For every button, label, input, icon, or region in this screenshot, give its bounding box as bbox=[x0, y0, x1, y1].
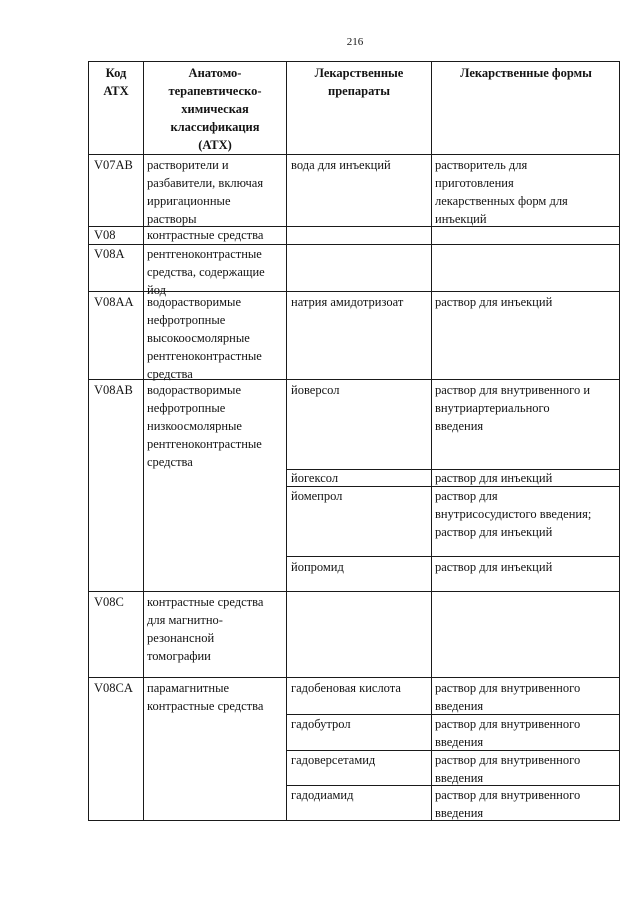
row-drug: йопромид bbox=[291, 560, 344, 574]
row-divider bbox=[89, 154, 619, 155]
row-code: V08AA bbox=[94, 295, 134, 309]
row-classification: растворители и разбавители, включая ирригационные растворы bbox=[147, 158, 264, 226]
row-form: раствор для внутрисосудистого введения; раствор для инъекций bbox=[435, 489, 592, 539]
row-form: раствор для внутривенного введения bbox=[435, 681, 581, 713]
row-code: V08A bbox=[94, 247, 125, 261]
row-form: раствор для внутривенного введения bbox=[435, 753, 581, 785]
subrow-divider bbox=[286, 556, 619, 557]
header-drugs: Лекарственные препараты bbox=[314, 66, 404, 98]
row-drug: гадобеновая кислота bbox=[291, 681, 401, 695]
atc-table bbox=[88, 61, 620, 821]
row-form: раствор для внутривенного и внутриартериального введения bbox=[435, 383, 591, 433]
row-form: раствор для инъекций bbox=[435, 295, 553, 309]
page-number: 216 bbox=[346, 36, 364, 48]
row-classification: контрастные средства bbox=[147, 228, 264, 242]
row-code: V08CA bbox=[94, 681, 133, 695]
row-divider bbox=[89, 591, 619, 592]
col-divider bbox=[431, 62, 432, 820]
header-classification: Анатомо- терапевтическо- химическая классификация (АТХ) bbox=[168, 66, 262, 152]
row-classification: водорастворимые нефротропные высокоосмолярные рентгеноконтрастные средства bbox=[147, 295, 262, 381]
row-drug: йогексол bbox=[291, 471, 339, 485]
row-form: раствор для инъекций bbox=[435, 471, 553, 485]
col-divider bbox=[286, 62, 287, 820]
row-classification: парамагнитные контрастные средства bbox=[147, 681, 264, 713]
row-drug: натрия амидотризоат bbox=[291, 295, 404, 309]
row-form: растворитель для приготовления лекарственных форм для инъекций bbox=[435, 158, 568, 226]
header-code: Код АТХ bbox=[103, 66, 129, 98]
row-drug: вода для инъекций bbox=[291, 158, 391, 172]
row-form: раствор для инъекций bbox=[435, 560, 553, 574]
row-drug: гадобутрол bbox=[291, 717, 351, 731]
row-drug: йомепрол bbox=[291, 489, 343, 503]
row-form: раствор для внутривенного введения bbox=[435, 788, 581, 820]
row-code: V08C bbox=[94, 595, 124, 609]
row-classification: контрастные средства для магнитно- резонансной томографии bbox=[147, 595, 264, 663]
row-classification: водорастворимые нефротропные низкоосмолярные рентгеноконтрастные средства bbox=[147, 383, 262, 469]
row-classification: рентгеноконтрастные средства, содержащие йод bbox=[147, 247, 265, 297]
row-form: раствор для внутривенного введения bbox=[435, 717, 581, 749]
row-code: V08AB bbox=[94, 383, 133, 397]
row-drug: йоверсол bbox=[291, 383, 340, 397]
header-forms: Лекарственные формы bbox=[460, 66, 592, 80]
col-divider bbox=[143, 62, 144, 820]
row-divider bbox=[89, 677, 619, 678]
row-drug: гадодиамид bbox=[291, 788, 354, 802]
row-drug: гадоверсетамид bbox=[291, 753, 376, 767]
row-code: V08 bbox=[94, 228, 116, 242]
row-code: V07AB bbox=[94, 158, 133, 172]
